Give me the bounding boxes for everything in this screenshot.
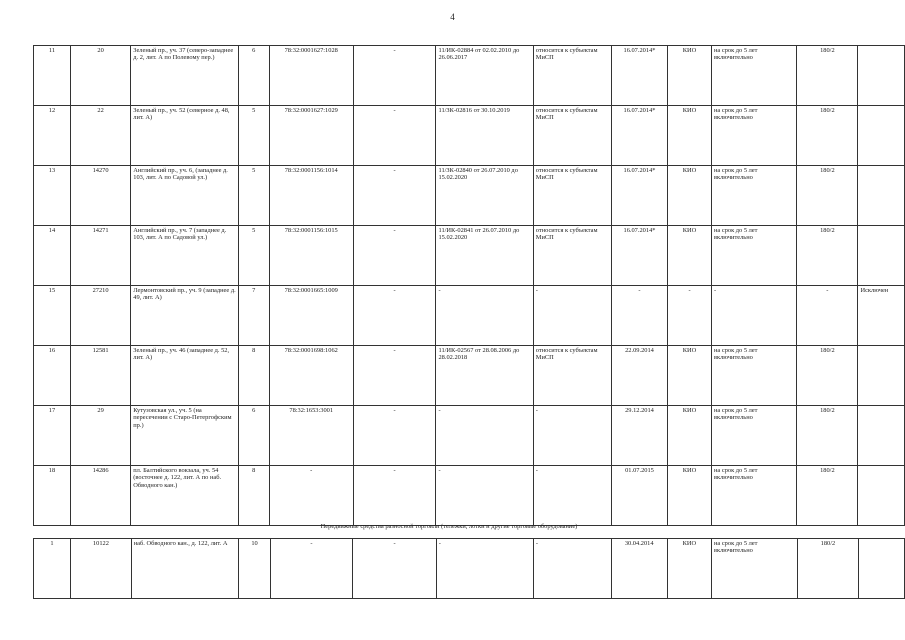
cell-status: -	[533, 406, 611, 466]
cell-id: 27210	[70, 286, 130, 346]
cell-org: -	[668, 286, 712, 346]
cell-no: 12	[34, 106, 71, 166]
cell-id: 14286	[70, 466, 130, 526]
cell-count: 8	[238, 346, 269, 406]
cell-col5: -	[353, 226, 436, 286]
cell-cadastre: 78:32:1653:3001	[269, 406, 353, 466]
cell-count: 5	[238, 106, 269, 166]
table-row	[34, 106, 905, 166]
cell-org: КИО	[668, 226, 712, 286]
cell-status: относится к субъектам МиСП	[533, 166, 611, 226]
cell-note	[859, 539, 905, 599]
cell-date: 29.12.2014	[611, 406, 667, 466]
cell-note	[858, 226, 905, 286]
cell-term: на срок до 5 лет включительно	[712, 226, 797, 286]
cell-term: -	[712, 286, 797, 346]
cell-org: КИО	[668, 406, 712, 466]
cell-term: на срок до 5 лет включительно	[712, 106, 797, 166]
cell-id: 10122	[71, 539, 132, 599]
cell-note	[858, 406, 905, 466]
cell-code: 180/2	[797, 539, 859, 599]
cell-col5: -	[353, 106, 436, 166]
cell-date: 16.07.2014*	[611, 166, 667, 226]
table-row	[34, 286, 905, 346]
table-row	[34, 166, 905, 226]
cell-code: 180/2	[797, 106, 858, 166]
cell-term: на срок до 5 лет включительно	[712, 466, 797, 526]
cell-no: 18	[34, 466, 71, 526]
cell-status: -	[533, 539, 611, 599]
cell-no: 14	[34, 226, 71, 286]
cell-col5: -	[353, 166, 436, 226]
cell-id: 22	[70, 106, 130, 166]
cell-cadastre: 78:32:0001627:1028	[269, 46, 353, 106]
cell-code: 180/2	[797, 466, 858, 526]
cell-doc: 11/ЗК-02840 от 26.07.2010 до 15.02.2020	[436, 166, 533, 226]
cell-doc: -	[436, 466, 533, 526]
table-row	[34, 46, 905, 106]
cell-note	[858, 166, 905, 226]
cell-address: Английский пр., уч. 7 (западнее д. 103, лит. А по Садовой ул.)	[131, 226, 238, 286]
cell-note	[858, 106, 905, 166]
cell-org: КИО	[668, 46, 712, 106]
cell-no: 1	[34, 539, 71, 599]
cell-id: 14271	[70, 226, 130, 286]
cell-code: 180/2	[797, 46, 858, 106]
page-number: 4	[450, 12, 455, 22]
cell-id: 14270	[70, 166, 130, 226]
cell-no: 17	[34, 406, 71, 466]
cell-cadastre: 78:32:0001156:1014	[269, 166, 353, 226]
cell-doc: -	[436, 286, 533, 346]
table-row	[34, 346, 905, 406]
cell-id: 20	[70, 46, 130, 106]
cell-col5: -	[353, 539, 437, 599]
cell-cadastre: 78:32:0001627:1029	[269, 106, 353, 166]
cell-status: относится к субъектам МиСП	[533, 46, 611, 106]
cell-status: относится к субъектам МиСП	[533, 106, 611, 166]
cell-date: 01.07.2015	[611, 466, 667, 526]
cell-note	[858, 346, 905, 406]
cell-count: 6	[238, 46, 269, 106]
cell-id: 29	[70, 406, 130, 466]
cell-address: наб. Обводного кан., д. 122, лит. А	[131, 539, 239, 599]
cell-term: на срок до 5 лет включительно	[712, 346, 797, 406]
cell-note	[858, 46, 905, 106]
cell-cadastre: -	[269, 466, 353, 526]
cell-count: 8	[238, 466, 269, 526]
table-row	[34, 406, 905, 466]
cell-date: 30.04.2014	[611, 539, 667, 599]
cell-note	[858, 466, 905, 526]
cell-doc: -	[436, 539, 533, 599]
cell-status: -	[533, 466, 611, 526]
cell-doc: 11/ИК-02884 от 02.02.2010 до 26.06.2017	[436, 46, 533, 106]
cell-doc: 11/ИК-02567 от 28.08.2006 до 28.02.2018	[436, 346, 533, 406]
cell-no: 11	[34, 46, 71, 106]
cell-date: 16.07.2014*	[611, 46, 667, 106]
cell-cadastre: -	[270, 539, 353, 599]
table-row	[34, 466, 905, 526]
cell-code: 180/2	[797, 346, 858, 406]
cell-col5: -	[353, 466, 436, 526]
cell-org: КИО	[668, 346, 712, 406]
cell-address: Зеленый пр., уч. 46 (западнее д. 52, лит. А)	[131, 346, 238, 406]
table-row	[34, 226, 905, 286]
section-heading: Передвижные средства разносной торговли (тележки, лотки и другие торговые оборудование)	[320, 523, 578, 530]
cell-org: КИО	[667, 539, 711, 599]
cell-col5: -	[353, 346, 436, 406]
cell-doc: 11/ИК-02841 от 26.07.2010 до 15.02.2020	[436, 226, 533, 286]
cell-cadastre: 78:32:0001156:1015	[269, 226, 353, 286]
cell-no: 16	[34, 346, 71, 406]
cell-count: 6	[238, 406, 269, 466]
cell-no: 15	[34, 286, 71, 346]
cell-id: 12581	[70, 346, 130, 406]
cell-doc: -	[436, 406, 533, 466]
cell-note: Исключен	[858, 286, 905, 346]
cell-status: относится к субъектам МиСП	[533, 346, 611, 406]
cell-col5: -	[353, 46, 436, 106]
cell-cadastre: 78:32:0001698:1062	[269, 346, 353, 406]
mobile-objects-table	[33, 538, 905, 599]
cell-date: 16.07.2014*	[611, 226, 667, 286]
cell-doc: 11/ЗК-02816 от 30.10.2019	[436, 106, 533, 166]
cell-cadastre: 78:32:0001665:1009	[269, 286, 353, 346]
cell-address: Зеленый пр., уч. 52 (северное д. 48, лит. А)	[131, 106, 238, 166]
cell-term: на срок до 5 лет включительно	[711, 539, 797, 599]
cell-count: 5	[238, 226, 269, 286]
cell-address: Зеленый пр., уч. 37 (северо-западнее д. 2, лит. А по Полевому пер.)	[131, 46, 238, 106]
cell-count: 5	[238, 166, 269, 226]
objects-table	[33, 45, 905, 526]
cell-address: пл. Балтийского вокзала, уч. 54 (восточнее д. 122, лит. А по наб. Обводного кан.)	[131, 466, 238, 526]
table-row	[34, 539, 905, 599]
cell-code: -	[797, 286, 858, 346]
cell-date: 16.07.2014*	[611, 106, 667, 166]
cell-org: КИО	[668, 166, 712, 226]
cell-address: Английский пр., уч. 6, (западнее д. 103, лит. А по Садовой ул.)	[131, 166, 238, 226]
cell-no: 13	[34, 166, 71, 226]
cell-count: 10	[239, 539, 270, 599]
cell-status: -	[533, 286, 611, 346]
cell-code: 180/2	[797, 166, 858, 226]
cell-col5: -	[353, 286, 436, 346]
cell-code: 180/2	[797, 406, 858, 466]
cell-date: 22.09.2014	[611, 346, 667, 406]
cell-org: КИО	[668, 106, 712, 166]
cell-date: -	[611, 286, 667, 346]
cell-address: Лермонтовский пр., уч. 9 (западнее д. 49, лит. А)	[131, 286, 238, 346]
cell-org: КИО	[668, 466, 712, 526]
cell-col5: -	[353, 406, 436, 466]
cell-code: 180/2	[797, 226, 858, 286]
cell-term: на срок до 5 лет включительно	[712, 46, 797, 106]
cell-address: Кутузовская ул., уч. 5 (на пересечении с Старо-Петергофским пр.)	[131, 406, 238, 466]
cell-count: 7	[238, 286, 269, 346]
cell-status: относится к субъектам МиСП	[533, 226, 611, 286]
cell-term: на срок до 5 лет включительно	[712, 406, 797, 466]
cell-term: на срок до 5 лет включительно	[712, 166, 797, 226]
